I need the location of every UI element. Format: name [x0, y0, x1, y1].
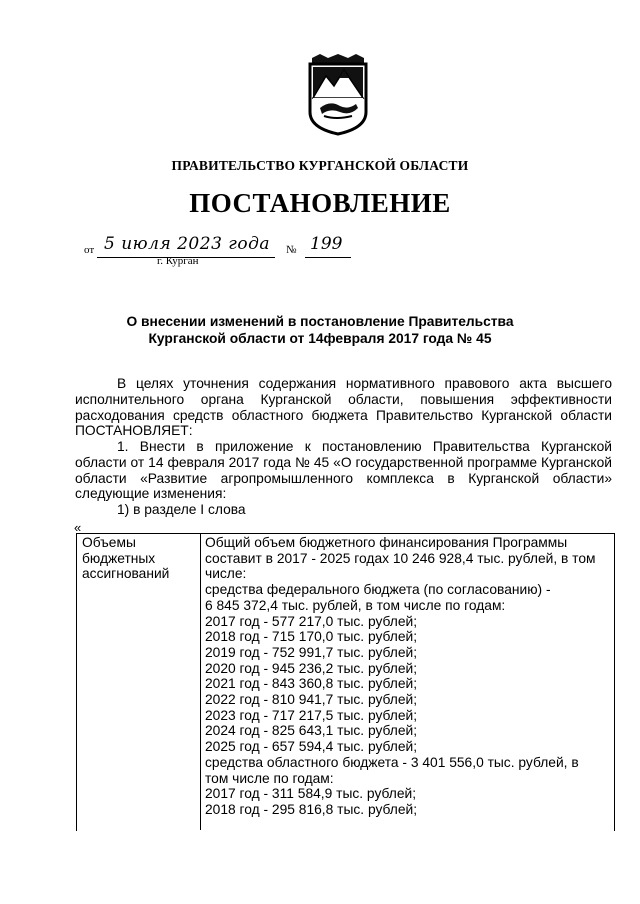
- handwritten-date: 5 июля 2023 года: [104, 234, 271, 254]
- table-column-divider: [200, 533, 201, 830]
- paragraph-item-1: 1. Внести в приложение к постановлению Правительства Курганской области от 14 февраля 2017 года № 45 «О государственной программе Курганской области «Развитие агропромышленного комплекса в Курганской области» следующие изменения:: [75, 439, 612, 502]
- number-underline: [305, 257, 351, 258]
- number-sign: №: [286, 244, 297, 256]
- table-line: средства федерального бюджета (по согласованию) -: [205, 582, 551, 598]
- table-line: 2022 год - 810 941,7 тыс. рублей;: [205, 692, 418, 708]
- open-quote: «: [74, 520, 82, 535]
- table-line: 2023 год - 717 217,5 тыс. рублей;: [205, 707, 418, 723]
- subject-line-1: О внесении изменений в постановление Правительства: [126, 314, 514, 329]
- date-number-row: [0, 232, 640, 262]
- table-line: 2018 год - 715 170,0 тыс. рублей;: [205, 629, 418, 645]
- table-line: составит в 2017 - 2025 годах 10 246 928,4 тыс. рублей, в том: [205, 550, 596, 566]
- table-line: 2018 год - 295 816,8 тыс. рублей;: [205, 801, 418, 817]
- table-line: 2017 год - 311 584,9 тыс. рублей;: [205, 786, 417, 802]
- table-row-content: [205, 535, 609, 818]
- table-line: числе:: [205, 566, 247, 582]
- table-line: средства областного бюджета - 3 401 556,0 тыс. рублей, в: [205, 754, 579, 770]
- table-line: том числе по годам:: [205, 770, 334, 786]
- city-label: г. Курган: [157, 255, 199, 267]
- subject-line-2: Курганской области от 14февраля 2017 года № 45: [148, 331, 492, 346]
- table-line: 2024 год - 825 643,1 тыс. рублей;: [205, 723, 418, 739]
- handwritten-number: 199: [310, 234, 343, 254]
- document-subject: [0, 313, 640, 347]
- coat-of-arms-icon: [306, 54, 370, 136]
- table-row-label: Объемы бюджетных ассигнований: [82, 535, 170, 582]
- table-line: 2017 год - 577 217,0 тыс. рублей;: [205, 613, 418, 629]
- table-line: 2025 год - 657 594,4 тыс. рублей;: [205, 739, 418, 755]
- paragraph-preamble: В целях уточнения содержания нормативного правового акта высшего исполнительного органа Курганской области, повышения эффективности расходования средств областного бюджета Правительство Курганской области ПОСТАНОВЛЯЕТ:: [75, 376, 612, 439]
- table-line: 2020 год - 945 236,2 тыс. рублей;: [205, 660, 418, 676]
- table-line: 2021 год - 843 360,8 тыс. рублей;: [205, 676, 418, 692]
- paragraph-subitem-1: 1) в разделе I слова: [117, 502, 246, 517]
- date-prefix: от: [84, 244, 95, 256]
- government-title: ПРАВИТЕЛЬСТВО КУРГАНСКОЙ ОБЛАСТИ: [171, 158, 469, 173]
- document-type-heading: ПОСТАНОВЛЕНИЕ: [189, 188, 451, 218]
- table-line: 6 845 372,4 тыс. рублей, в том числе по годам:: [205, 597, 506, 613]
- table-line: Общий объем бюджетного финансирования Программы: [205, 535, 568, 550]
- table-line: 2019 год - 752 991,7 тыс. рублей;: [205, 644, 418, 660]
